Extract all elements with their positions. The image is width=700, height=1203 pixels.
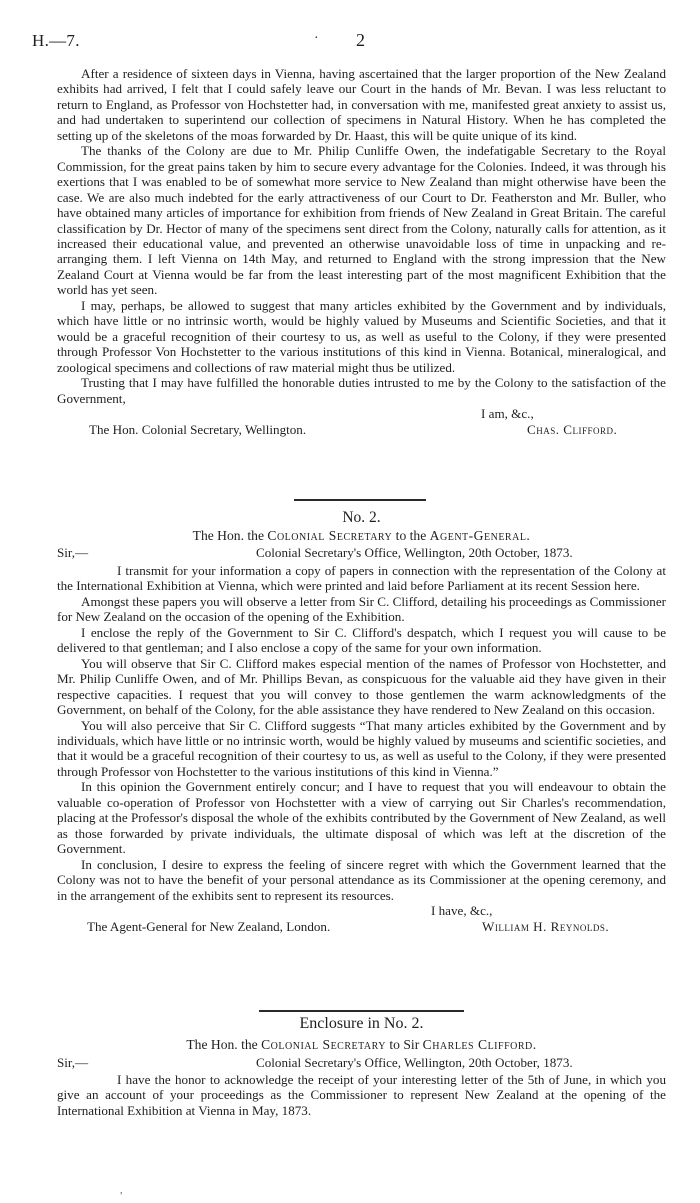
signature: Chas. Clifford. xyxy=(527,421,618,437)
signature-row xyxy=(57,422,666,438)
paragraph: In this opinion the Government entirely concur; and I have to request that you will endeavour to obtain the valuable co-operation of Professor von Hochstetter with a view of carrying out Sir Charles's recommendation, placing at the Professor's disposal the whole of the exhibits contributed by the Government of New Zealand, as well as those forwarded by private individuals, the ultimate disposal of which was left at the discretion of the Government. xyxy=(57,779,666,857)
closing: I am, &c., xyxy=(481,405,534,421)
recipient: Charles Clifford. xyxy=(422,1037,537,1052)
header-dot: · xyxy=(314,31,319,46)
from-to-prefix: The Hon. the xyxy=(192,528,268,543)
paragraph: Trusting that I may have fulfilled the honorable duties intrusted to me by the Colony to the satisfaction of the Government, xyxy=(57,375,666,406)
paragraph: The thanks of the Colony are due to Mr. Philip Cunliffe Owen, the indefatigable Secretary to the Royal Commission, for the great pains taken by him to secure every advantage for the Colonies. Indeed, it was through his exertions that I was enabled to be of somewhat more service to New Zealand than might otherwise have been the case. We are also much indebted for the early attractiveness of our Court to Dr. Featherston and Mr. Buller, who have obtained many articles of importance for exhibition from friends of New Zealand in Great Britain. The careful classification by Dr. Hector of many of the specimens sent direct from the Colony, naturally calls for attention, as it increased their educational value, and prevented an otherwise unavoidable loss of time in unpacking and re-arranging them. I left Vienna on 14th May, and returned to England with the strong impression that the New Zealand Court at Vienna would be far from the least interesting part of the most magnificent Exhibition that the world has yet seen. xyxy=(57,143,666,298)
sender: Colonial Secretary xyxy=(267,528,393,543)
closing-row xyxy=(57,406,666,422)
addressee: The Hon. Colonial Secretary, Wellington. xyxy=(89,421,307,437)
clifford-letter-continuation xyxy=(57,66,666,438)
signature: William H. Reynolds. xyxy=(482,918,610,934)
enclosure-heading: Enclosure in No. 2. xyxy=(299,1015,424,1032)
paragraph: I may, perhaps, be allowed to suggest that many articles exhibited by the Government and by individuals, which have little or no intrinsic worth, would be highly valued by Museums and Scientific Societies, and that it would be a graceful recognition of their courtesy to us, as well as useful to the Colony, if they were presented through Professor Von Hochstetter to the various institutions of this kind in Vienna. Botanical, mineralogical, and zoological specimens and collections of raw material might thus be utilized. xyxy=(57,297,666,375)
stray-mark: , xyxy=(120,1185,123,1196)
sender: Colonial Secretary xyxy=(261,1037,386,1052)
office-dateline: Colonial Secretary's Office, Wellington, 20th October, 1873. xyxy=(256,545,573,560)
closing-row xyxy=(57,903,666,919)
paragraph: In conclusion, I desire to express the feeling of sincere regret with which the Government learned that the Colony was not to have the benefit of your personal attendance as its Commissioner at the opening ceremony, and in the arrangement of the exhibits sent to represent its resources. xyxy=(57,856,666,903)
signature-row xyxy=(57,919,666,935)
letter-from-to xyxy=(57,528,666,544)
from-to-prefix: The Hon. the xyxy=(186,1037,262,1052)
office-dateline: Colonial Secretary's Office, Wellington, 20th October, 1873. xyxy=(256,1055,573,1070)
page-number: 2 xyxy=(356,30,365,50)
paragraph: You will also perceive that Sir C. Clifford suggests “That many articles exhibited by the Government and by individuals, which have little or no intrinsic worth, would be highly valued by museums and scientific societies, and that it would be a graceful recognition of their courtesy to us, as well as useful to the Colony, if they were presented through Professor von Hochstetter to the various institutions of this kind in Vienna.” xyxy=(57,717,666,779)
paragraph: I have the honor to acknowledge the receipt of your interesting letter of the 5th of June, in which you give an account of your proceedings as the Commissioner to represent New Zealand at the opening of the International Exhibition at Vienna in May, 1873. xyxy=(57,1072,666,1118)
paragraph: You will observe that Sir C. Clifford makes especial mention of the names of Professor von Hochstetter, and Mr. Philip Cunliffe Owen, and of Mr. Phillips Bevan, as conspicuous for the valuable aid they have given in their respective capacities. I request that you will convey to those gentlemen the warm acknowledgments of the Government, on behalf of the Colony, for the able assistance they have rendered to New Zealand on this occasion. xyxy=(57,655,666,718)
from-to-mid: to the xyxy=(392,528,430,543)
paragraph: Amongst these papers you will observe a letter from Sir C. Clifford, detailing his proceedings as Commissioner for New Zealand on the occasion of the opening of the Exhibition. xyxy=(57,593,666,625)
no2-letter-body xyxy=(57,563,666,935)
from-to-mid: to Sir xyxy=(386,1037,423,1052)
addressee: The Agent-General for New Zealand, London. xyxy=(87,918,331,934)
salutation: Sir,— xyxy=(57,545,89,560)
section-heading: No. 2. xyxy=(342,509,381,526)
page-header xyxy=(32,31,668,51)
closing: I have, &c., xyxy=(431,902,493,918)
paragraph: I enclose the reply of the Government to Sir C. Clifford's despatch, which I request you will cause to be delivered to that gentleman; and I also enclose a copy of the same for your own information. xyxy=(57,624,666,656)
letter-from-to xyxy=(57,1037,666,1053)
section-divider xyxy=(294,499,426,501)
recipient: Agent-General. xyxy=(429,528,531,543)
paragraph: After a residence of sixteen days in Vienna, having ascertained that the larger proportion of the New Zealand exhibits had arrived, I felt that I could safely leave our Court in the hands of Mr. Bevan. I was less reluctant to return to England, as Professor von Hochstetter had, in conversation with me, manifested great anxiety to assist us, and had undertaken to superintend our collection of specimens in Natural History. When he has completed the setting up of the skeletons of the moas forwarded by Dr. Haast, this will be quite unique of its kind. xyxy=(57,66,666,143)
salutation: Sir,— xyxy=(57,1055,89,1070)
report-reference: H.—7. xyxy=(32,31,80,50)
section-divider xyxy=(259,1010,464,1012)
paragraph: I transmit for your information a copy of papers in connection with the representation of the Colony at the International Exhibition at Vienna, which were printed and laid before Parliament at its recent Session here. xyxy=(57,563,666,594)
enclosure-letter-body xyxy=(57,1072,666,1118)
